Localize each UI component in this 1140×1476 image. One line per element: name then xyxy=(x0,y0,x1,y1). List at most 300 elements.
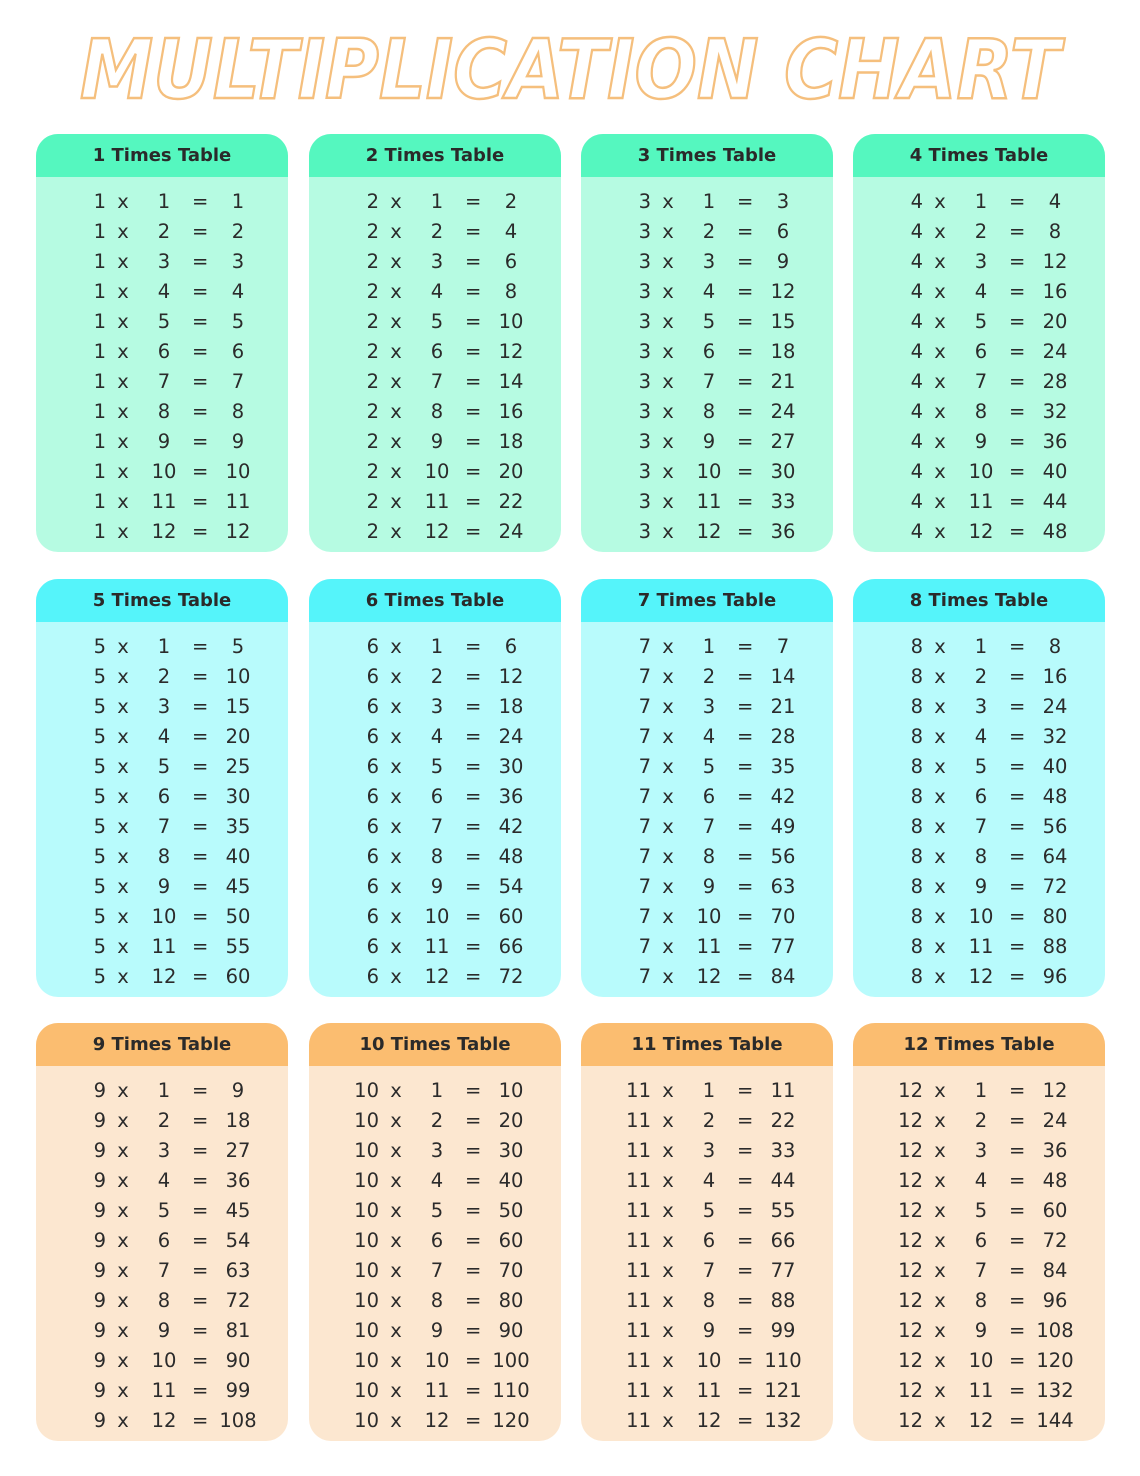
product: 45 xyxy=(225,1199,251,1222)
equals-symbol: = xyxy=(737,1349,754,1372)
multiplier: 6 xyxy=(157,1229,171,1252)
multiplier: 6 xyxy=(974,340,988,363)
times-table-card-1 xyxy=(36,134,288,552)
equals-symbol: = xyxy=(192,1199,209,1222)
equals-symbol: = xyxy=(465,665,482,688)
equals-symbol: = xyxy=(465,1409,482,1432)
times-symbol: x xyxy=(662,815,674,838)
multiplier: 4 xyxy=(702,280,716,303)
multiplicand: 10 xyxy=(354,1139,379,1162)
times-table-card-9 xyxy=(36,1023,288,1441)
product: 32 xyxy=(1042,400,1068,423)
multiplicand: 11 xyxy=(626,1169,651,1192)
multiplier: 12 xyxy=(968,1409,994,1432)
table-rows xyxy=(309,177,561,547)
multiplicand: 3 xyxy=(638,190,651,213)
multiplier: 11 xyxy=(968,935,994,958)
times-symbol: x xyxy=(934,400,946,423)
multiplicand: 1 xyxy=(93,190,106,213)
equals-symbol: = xyxy=(1009,695,1026,718)
multiplier: 7 xyxy=(974,815,988,838)
multiplicand: 9 xyxy=(93,1409,106,1432)
times-symbol: x xyxy=(662,190,674,213)
multiplier: 8 xyxy=(430,845,444,868)
table-row xyxy=(581,932,833,962)
table-row xyxy=(853,1136,1105,1166)
product: 33 xyxy=(770,490,796,513)
product: 48 xyxy=(1042,1169,1068,1192)
times-symbol: x xyxy=(662,370,674,393)
product: 60 xyxy=(498,905,524,928)
card-title: 2 Times Table xyxy=(309,134,561,177)
times-symbol: x xyxy=(934,520,946,543)
multiplicand: 8 xyxy=(910,725,923,748)
times-symbol: x xyxy=(934,965,946,988)
product: 14 xyxy=(498,370,524,393)
times-symbol: x xyxy=(662,430,674,453)
table-row xyxy=(581,1076,833,1106)
multiplicand: 10 xyxy=(354,1289,379,1312)
multiplier: 11 xyxy=(424,490,450,513)
multiplicand: 1 xyxy=(93,520,106,543)
equals-symbol: = xyxy=(192,665,209,688)
equals-symbol: = xyxy=(1009,490,1026,513)
times-symbol: x xyxy=(934,845,946,868)
equals-symbol: = xyxy=(465,1169,482,1192)
card-title: 4 Times Table xyxy=(853,134,1105,177)
times-symbol: x xyxy=(934,725,946,748)
times-symbol: x xyxy=(390,520,402,543)
equals-symbol: = xyxy=(737,400,754,423)
times-symbol: x xyxy=(117,695,129,718)
equals-symbol: = xyxy=(737,665,754,688)
times-symbol: x xyxy=(390,845,402,868)
times-symbol: x xyxy=(934,1319,946,1342)
table-row xyxy=(309,752,561,782)
product: 50 xyxy=(498,1199,524,1222)
multiplicand: 2 xyxy=(366,280,379,303)
product: 25 xyxy=(225,755,251,778)
multiplicand: 7 xyxy=(638,935,651,958)
times-symbol: x xyxy=(390,755,402,778)
multiplier: 9 xyxy=(157,1319,171,1342)
multiplier: 3 xyxy=(157,250,171,273)
times-symbol: x xyxy=(934,695,946,718)
multiplicand: 11 xyxy=(626,1409,651,1432)
times-symbol: x xyxy=(934,935,946,958)
card-title: 8 Times Table xyxy=(853,579,1105,622)
table-row xyxy=(36,782,288,812)
multiplicand: 6 xyxy=(366,965,379,988)
multiplicand: 8 xyxy=(910,965,923,988)
product: 99 xyxy=(225,1379,251,1402)
multiplicand: 3 xyxy=(638,460,651,483)
table-row xyxy=(853,752,1105,782)
equals-symbol: = xyxy=(737,190,754,213)
table-row xyxy=(581,1226,833,1256)
times-symbol: x xyxy=(934,755,946,778)
times-symbol: x xyxy=(934,1289,946,1312)
equals-symbol: = xyxy=(192,905,209,928)
product: 10 xyxy=(225,460,251,483)
product: 40 xyxy=(225,845,251,868)
multiplier: 7 xyxy=(974,370,988,393)
table-row xyxy=(309,367,561,397)
table-row xyxy=(36,902,288,932)
product: 21 xyxy=(770,695,796,718)
equals-symbol: = xyxy=(465,1289,482,1312)
times-symbol: x xyxy=(117,785,129,808)
times-symbol: x xyxy=(390,490,402,513)
multiplicand: 8 xyxy=(910,935,923,958)
equals-symbol: = xyxy=(737,1289,754,1312)
equals-symbol: = xyxy=(1009,1229,1026,1252)
equals-symbol: = xyxy=(1009,220,1026,243)
times-symbol: x xyxy=(934,635,946,658)
multiplicand: 9 xyxy=(93,1229,106,1252)
equals-symbol: = xyxy=(737,1409,754,1432)
multiplicand: 10 xyxy=(354,1259,379,1282)
times-symbol: x xyxy=(934,1349,946,1372)
table-row xyxy=(853,812,1105,842)
product: 22 xyxy=(770,1109,796,1132)
card-title: 7 Times Table xyxy=(581,579,833,622)
multiplier: 3 xyxy=(430,1139,444,1162)
times-symbol: x xyxy=(934,1379,946,1402)
table-rows xyxy=(36,177,288,547)
multiplicand: 8 xyxy=(910,845,923,868)
multiplicand: 12 xyxy=(898,1259,923,1282)
multiplier: 11 xyxy=(424,935,450,958)
page-title-graphic xyxy=(0,18,1140,118)
multiplier: 9 xyxy=(702,875,716,898)
multiplicand: 1 xyxy=(93,430,106,453)
multiplicand: 4 xyxy=(910,310,923,333)
table-row xyxy=(36,1256,288,1286)
product: 22 xyxy=(498,490,524,513)
times-symbol: x xyxy=(390,1139,402,1162)
product: 90 xyxy=(498,1319,524,1342)
multiplicand: 8 xyxy=(910,905,923,928)
times-symbol: x xyxy=(117,725,129,748)
times-symbol: x xyxy=(390,370,402,393)
table-row xyxy=(309,662,561,692)
times-symbol: x xyxy=(934,815,946,838)
multiplicand: 1 xyxy=(93,250,106,273)
table-row xyxy=(309,722,561,752)
equals-symbol: = xyxy=(465,1379,482,1402)
product: 36 xyxy=(498,785,524,808)
equals-symbol: = xyxy=(192,280,209,303)
product: 63 xyxy=(770,875,796,898)
equals-symbol: = xyxy=(465,1319,482,1342)
table-row xyxy=(36,962,288,992)
times-table-card-10 xyxy=(309,1023,561,1441)
table-rows xyxy=(853,622,1105,992)
product: 4 xyxy=(504,220,518,243)
table-row xyxy=(36,1106,288,1136)
times-symbol: x xyxy=(662,725,674,748)
times-symbol: x xyxy=(117,280,129,303)
multiplier: 11 xyxy=(151,1379,177,1402)
times-symbol: x xyxy=(934,1169,946,1192)
multiplier: 4 xyxy=(157,725,171,748)
times-symbol: x xyxy=(934,370,946,393)
equals-symbol: = xyxy=(737,785,754,808)
card-title: 5 Times Table xyxy=(36,579,288,622)
equals-symbol: = xyxy=(737,340,754,363)
equals-symbol: = xyxy=(1009,965,1026,988)
table-row xyxy=(309,247,561,277)
multiplier: 2 xyxy=(702,220,716,243)
product: 90 xyxy=(225,1349,251,1372)
multiplicand: 8 xyxy=(910,875,923,898)
card-title: 11 Times Table xyxy=(581,1023,833,1066)
multiplier: 2 xyxy=(430,665,444,688)
equals-symbol: = xyxy=(465,875,482,898)
multiplier: 9 xyxy=(702,1319,716,1342)
equals-symbol: = xyxy=(192,490,209,513)
multiplicand: 6 xyxy=(366,695,379,718)
multiplier: 3 xyxy=(702,250,716,273)
equals-symbol: = xyxy=(1009,935,1026,958)
times-symbol: x xyxy=(390,340,402,363)
product: 21 xyxy=(770,370,796,393)
table-row xyxy=(581,662,833,692)
multiplicand: 12 xyxy=(898,1139,923,1162)
product: 12 xyxy=(498,665,524,688)
multiplicand: 8 xyxy=(910,665,923,688)
times-symbol: x xyxy=(117,250,129,273)
table-row xyxy=(853,872,1105,902)
multiplier: 7 xyxy=(702,1259,716,1282)
times-symbol: x xyxy=(934,1409,946,1432)
table-row xyxy=(581,1196,833,1226)
product: 11 xyxy=(770,1079,796,1102)
table-row xyxy=(581,1286,833,1316)
table-row xyxy=(853,367,1105,397)
multiplicand: 11 xyxy=(626,1139,651,1162)
table-row xyxy=(309,632,561,662)
table-row xyxy=(309,1196,561,1226)
multiplicand: 11 xyxy=(626,1109,651,1132)
product: 72 xyxy=(498,965,524,988)
equals-symbol: = xyxy=(465,815,482,838)
multiplicand: 3 xyxy=(638,280,651,303)
multiplicand: 9 xyxy=(93,1079,106,1102)
times-symbol: x xyxy=(390,1169,402,1192)
table-row xyxy=(36,217,288,247)
multiplier: 10 xyxy=(424,460,450,483)
multiplier: 7 xyxy=(430,1259,444,1282)
multiplier: 1 xyxy=(430,190,444,213)
product: 30 xyxy=(770,460,796,483)
table-row xyxy=(581,962,833,992)
multiplicand: 12 xyxy=(898,1289,923,1312)
times-symbol: x xyxy=(662,1379,674,1402)
table-rows xyxy=(853,1066,1105,1436)
times-symbol: x xyxy=(934,785,946,808)
product: 42 xyxy=(498,815,524,838)
multiplicand: 8 xyxy=(910,695,923,718)
multiplier: 8 xyxy=(430,400,444,423)
multiplier: 8 xyxy=(702,400,716,423)
table-row xyxy=(581,487,833,517)
multiplicand: 12 xyxy=(898,1379,923,1402)
table-row xyxy=(309,692,561,722)
product: 56 xyxy=(770,845,796,868)
times-symbol: x xyxy=(662,935,674,958)
product: 110 xyxy=(492,1379,530,1402)
table-row xyxy=(581,1136,833,1166)
product: 24 xyxy=(498,725,524,748)
table-row xyxy=(36,307,288,337)
multiplicand: 4 xyxy=(910,280,923,303)
multiplier: 10 xyxy=(696,905,722,928)
equals-symbol: = xyxy=(465,725,482,748)
multiplicand: 2 xyxy=(366,430,379,453)
table-row xyxy=(853,1346,1105,1376)
product: 10 xyxy=(225,665,251,688)
product: 110 xyxy=(764,1349,802,1372)
multiplicand: 2 xyxy=(366,460,379,483)
product: 84 xyxy=(1042,1259,1068,1282)
product: 12 xyxy=(1042,1079,1068,1102)
table-row xyxy=(581,1106,833,1136)
table-row xyxy=(853,217,1105,247)
multiplier: 6 xyxy=(430,340,444,363)
multiplicand: 5 xyxy=(93,635,106,658)
multiplier: 2 xyxy=(974,1109,988,1132)
multiplicand: 4 xyxy=(910,190,923,213)
product: 70 xyxy=(498,1259,524,1282)
multiplicand: 4 xyxy=(910,460,923,483)
multiplier: 4 xyxy=(157,1169,171,1192)
multiplier: 2 xyxy=(974,220,988,243)
equals-symbol: = xyxy=(737,520,754,543)
multiplicand: 7 xyxy=(638,695,651,718)
product: 8 xyxy=(504,280,518,303)
equals-symbol: = xyxy=(737,815,754,838)
table-row xyxy=(36,1226,288,1256)
equals-symbol: = xyxy=(465,1139,482,1162)
times-symbol: x xyxy=(662,400,674,423)
multiplier: 9 xyxy=(430,875,444,898)
multiplicand: 12 xyxy=(898,1409,923,1432)
table-rows xyxy=(309,622,561,992)
times-symbol: x xyxy=(662,520,674,543)
multiplier: 4 xyxy=(157,280,171,303)
table-row xyxy=(36,517,288,547)
multiplier: 11 xyxy=(968,490,994,513)
multiplier: 10 xyxy=(968,905,994,928)
equals-symbol: = xyxy=(737,1229,754,1252)
table-row xyxy=(36,872,288,902)
times-symbol: x xyxy=(390,695,402,718)
product: 88 xyxy=(770,1289,796,1312)
equals-symbol: = xyxy=(737,1319,754,1342)
product: 10 xyxy=(498,1079,524,1102)
multiplicand: 3 xyxy=(638,220,651,243)
product: 12 xyxy=(1042,250,1068,273)
table-row xyxy=(581,427,833,457)
multiplicand: 6 xyxy=(366,785,379,808)
product: 132 xyxy=(1036,1379,1074,1402)
table-row xyxy=(309,962,561,992)
equals-symbol: = xyxy=(1009,635,1026,658)
multiplicand: 5 xyxy=(93,935,106,958)
equals-symbol: = xyxy=(465,755,482,778)
multiplier: 7 xyxy=(974,1259,988,1282)
multiplier: 6 xyxy=(702,785,716,808)
times-symbol: x xyxy=(662,1139,674,1162)
product: 16 xyxy=(1042,665,1068,688)
multiplier: 1 xyxy=(157,635,171,658)
times-symbol: x xyxy=(117,935,129,958)
equals-symbol: = xyxy=(1009,875,1026,898)
product: 24 xyxy=(1042,695,1068,718)
times-symbol: x xyxy=(662,1259,674,1282)
equals-symbol: = xyxy=(465,785,482,808)
times-symbol: x xyxy=(934,310,946,333)
product: 120 xyxy=(492,1409,530,1432)
multiplicand: 10 xyxy=(354,1379,379,1402)
times-symbol: x xyxy=(934,1259,946,1282)
equals-symbol: = xyxy=(465,220,482,243)
product: 30 xyxy=(498,1139,524,1162)
table-row xyxy=(309,1256,561,1286)
table-rows xyxy=(581,177,833,547)
equals-symbol: = xyxy=(465,635,482,658)
times-symbol: x xyxy=(117,430,129,453)
table-row xyxy=(309,1226,561,1256)
multiplier: 6 xyxy=(430,1229,444,1252)
table-row xyxy=(853,962,1105,992)
multiplicand: 3 xyxy=(638,520,651,543)
multiplier: 5 xyxy=(974,310,988,333)
equals-symbol: = xyxy=(192,815,209,838)
multiplicand: 6 xyxy=(366,725,379,748)
product: 2 xyxy=(231,220,245,243)
product: 66 xyxy=(498,935,524,958)
table-row xyxy=(309,1166,561,1196)
table-rows xyxy=(309,1066,561,1436)
product: 6 xyxy=(504,250,518,273)
multiplier: 2 xyxy=(157,665,171,688)
table-row xyxy=(36,487,288,517)
multiplicand: 12 xyxy=(898,1169,923,1192)
equals-symbol: = xyxy=(1009,725,1026,748)
multiplicand: 9 xyxy=(93,1199,106,1222)
multiplier: 6 xyxy=(702,1229,716,1252)
equals-symbol: = xyxy=(465,1349,482,1372)
equals-symbol: = xyxy=(465,370,482,393)
equals-symbol: = xyxy=(192,845,209,868)
times-symbol: x xyxy=(934,340,946,363)
table-row xyxy=(853,1106,1105,1136)
multiplier: 1 xyxy=(157,1079,171,1102)
multiplicand: 6 xyxy=(366,755,379,778)
multiplicand: 2 xyxy=(366,400,379,423)
times-symbol: x xyxy=(934,1139,946,1162)
equals-symbol: = xyxy=(737,490,754,513)
product: 24 xyxy=(770,400,796,423)
multiplicand: 7 xyxy=(638,785,651,808)
multiplicand: 11 xyxy=(626,1229,651,1252)
table-row xyxy=(581,692,833,722)
equals-symbol: = xyxy=(1009,1349,1026,1372)
multiplier: 4 xyxy=(702,1169,716,1192)
